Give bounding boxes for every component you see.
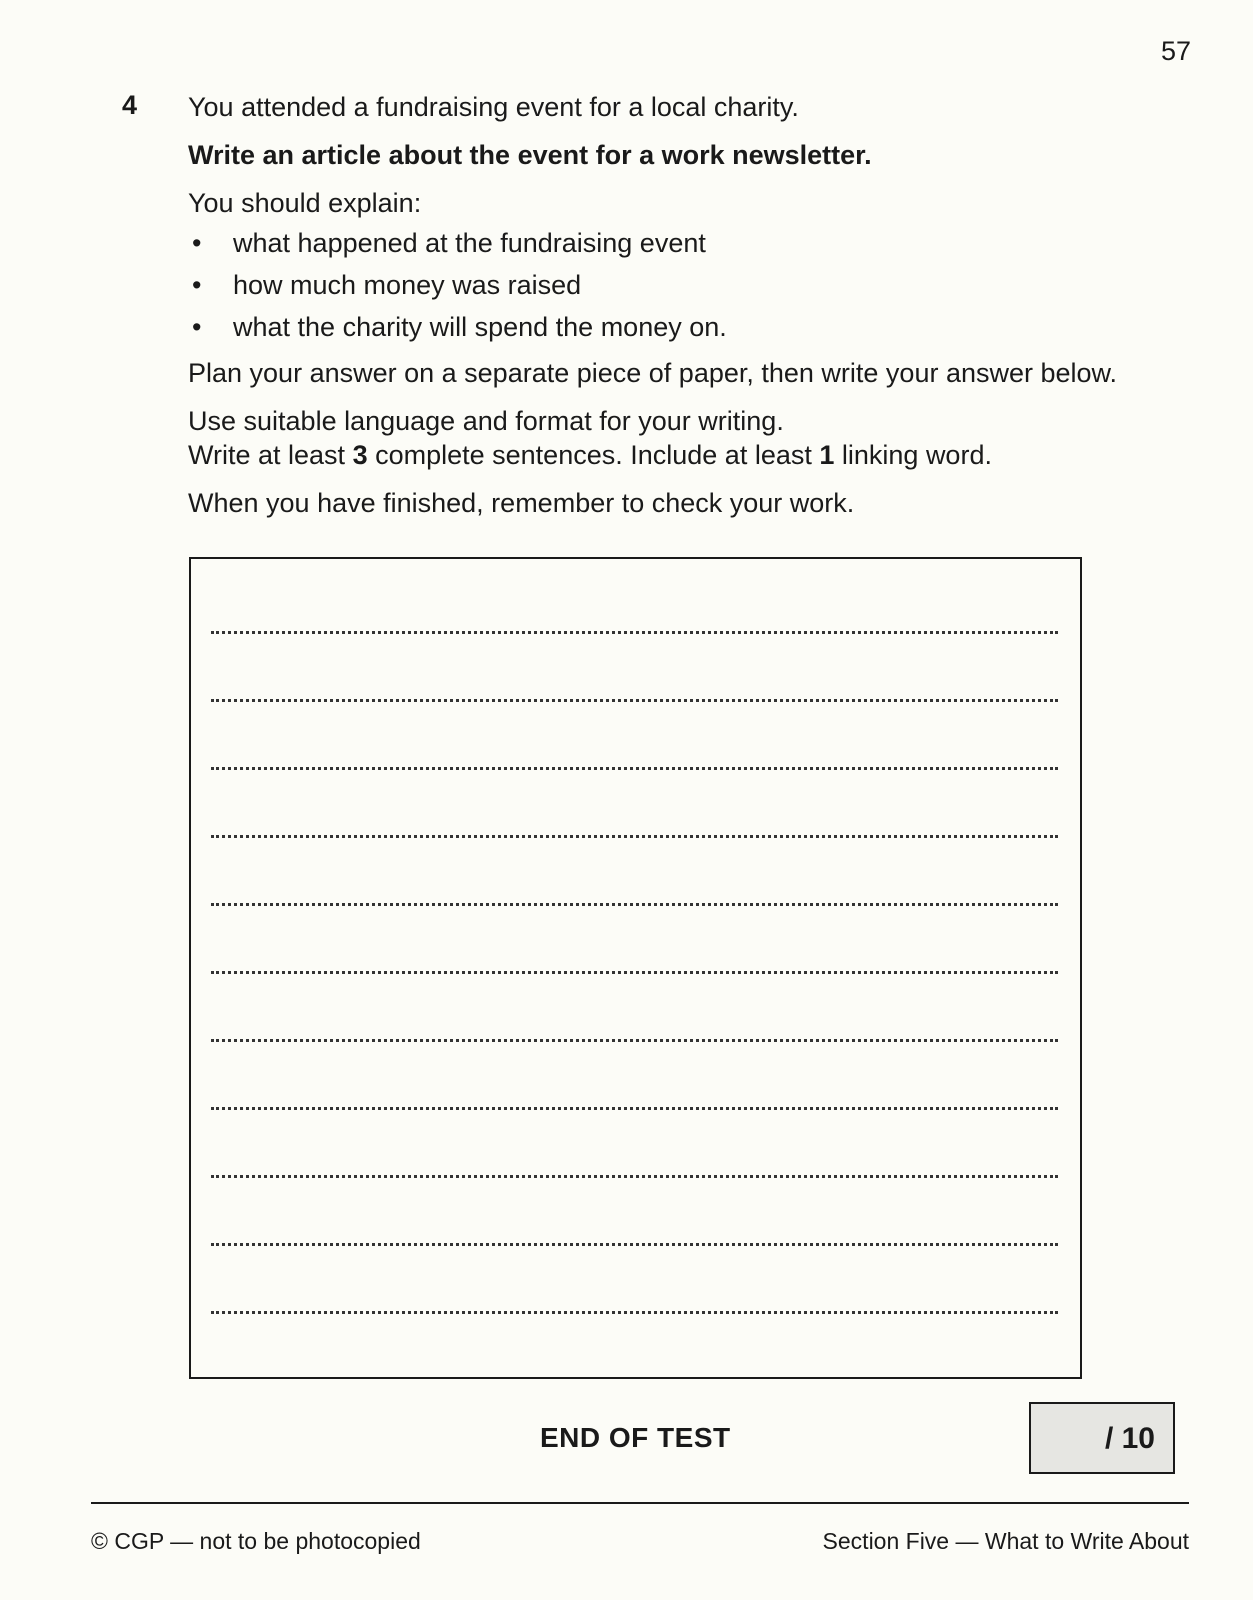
sentence-requirement bbox=[188, 438, 1188, 472]
answer-line bbox=[211, 1039, 1058, 1042]
question-task: Write an article about the event for a work newsletter. bbox=[188, 140, 872, 170]
score-total: / 10 bbox=[1104, 1422, 1155, 1455]
answer-line bbox=[211, 1243, 1058, 1246]
bullet-item: • how much money was raised bbox=[188, 268, 1188, 302]
requirement-prefix: Write at least bbox=[188, 440, 353, 470]
question-intro: You attended a fundraising event for a local charity. bbox=[188, 92, 799, 122]
footer-section: Section Five — What to Write About bbox=[822, 1528, 1189, 1554]
page-number: 57 bbox=[1160, 36, 1191, 66]
answer-line bbox=[211, 699, 1058, 702]
language-instruction: Use suitable language and format for your writing. bbox=[188, 406, 784, 436]
question-content bbox=[188, 90, 1188, 520]
requirement-middle: complete sentences. Include at least bbox=[367, 440, 820, 470]
answer-line bbox=[211, 1311, 1058, 1314]
sentence-count: 3 bbox=[352, 440, 368, 470]
bullet-item: • what happened at the fundraising event bbox=[188, 226, 1188, 260]
end-of-test-label: END OF TEST bbox=[540, 1422, 731, 1453]
answer-line bbox=[211, 631, 1058, 634]
explain-lead: You should explain: bbox=[188, 188, 422, 218]
answer-line bbox=[211, 1107, 1058, 1110]
footer-copyright: © CGP — not to be photocopied bbox=[91, 1528, 421, 1554]
answer-line bbox=[211, 903, 1058, 906]
answer-line bbox=[211, 971, 1058, 974]
requirement-suffix: linking word. bbox=[834, 440, 992, 470]
answer-line bbox=[211, 1175, 1058, 1178]
answer-line bbox=[211, 767, 1058, 770]
score-box bbox=[1029, 1402, 1175, 1474]
question-number: 4 bbox=[122, 90, 138, 120]
answer-box[interactable] bbox=[189, 557, 1082, 1379]
bullet-item: • what the charity will spend the money on. bbox=[188, 310, 1188, 344]
explain-bullet-list bbox=[188, 226, 1188, 344]
plan-instruction: Plan your answer on a separate piece of paper, then write your answer below. bbox=[188, 358, 1118, 388]
linking-word-count: 1 bbox=[819, 440, 835, 470]
answer-line bbox=[211, 835, 1058, 838]
check-instruction: When you have finished, remember to check your work. bbox=[188, 488, 855, 518]
footer-divider bbox=[91, 1502, 1189, 1504]
